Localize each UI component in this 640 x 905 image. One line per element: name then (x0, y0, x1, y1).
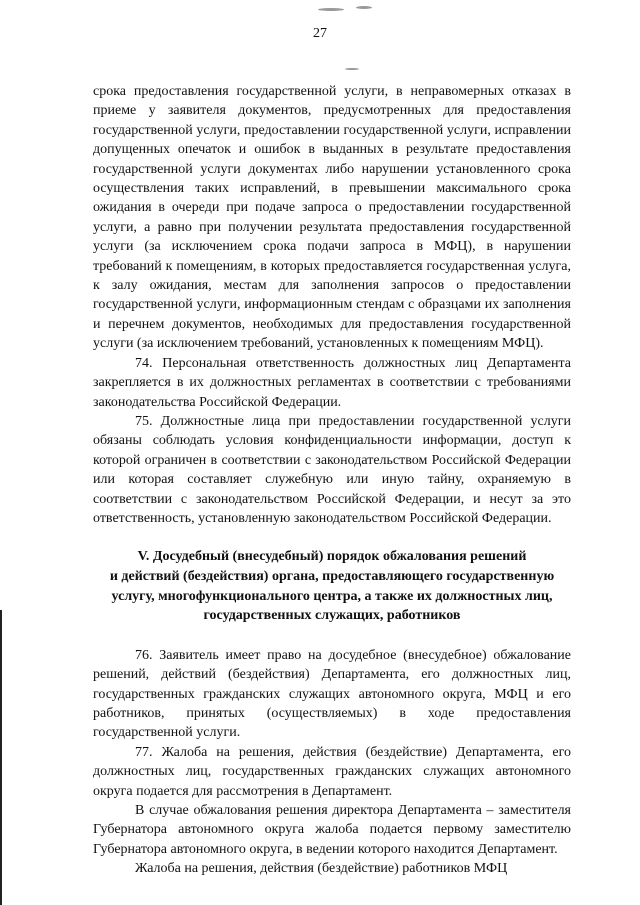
section-heading-line: услугу, многофункционального центра, а также их должностных лиц, (111, 588, 553, 604)
paragraph-77: 77. Жалоба на решения, действия (бездействие) Департамента, его должностных лиц, государственных гражданских служащих автономного округа подается для рассмотрения в Департамент. (93, 744, 571, 799)
paragraph-mfc-complaint: Жалоба на решения, действия (бездействие) работников МФЦ (135, 861, 508, 877)
paragraph-75: 75. Должностные лица при предоставлении государственной услуги обязаны соблюдать условия конфиденциальности информации, доступ к которой ограничен в соответствии с законодательством Российской Федерации или которая составляет служебную или иную тайну, охраняемую в соответствии с законодательством Российской Федерации, и несут за это ответственность, установленную законодательством Российской Федерации. (93, 413, 571, 526)
section-heading (93, 547, 571, 625)
section-heading-line: и действий (бездействия) органа, предоставляющего государственную (109, 568, 555, 584)
page-number: 27 (313, 26, 327, 41)
scan-speck (318, 8, 344, 11)
paragraph-director-complaint: В случае обжалования решения директора Департамента – заместителя Губернатора автономного округа жалоба подается первому заместителю Губернатора автономного округа, в ведении которого находится Департамент. (93, 802, 571, 857)
scan-edge-line (0, 610, 2, 905)
scan-speck (356, 6, 372, 9)
paragraph-76: 76. Заявитель имеет право на досудебное (внесудебное) обжалование решений, действий (бездействия) Департамента, его должностных лиц, государственных гражданских служащих автономного округа, МФЦ и его работников, принятых (осуществляемых) в ходе предоставления государственной услуги. (93, 647, 571, 741)
document-body (93, 82, 571, 879)
section-heading-line: государственных служащих, работников (203, 608, 461, 624)
scan-speck (345, 68, 359, 70)
paragraph-74: 74. Персональная ответственность должностных лиц Департамента закрепляется в их должностных регламентах в соответствии с требованиями законодательства Российской Федерации. (93, 355, 571, 410)
section-heading-line: V. Досудебный (внесудебный) порядок обжалования решений (137, 549, 527, 565)
paragraph-continuation: срока предоставления государственной услуги, в неправомерных отказах в приеме у заявителя документов, предусмотренных для предоставления государственной услуги, предоставлении государственной услуги, исправлении допущенных опечаток и ошибок в выданных в результате предоставления государственной услуги документах либо нарушении установленного срока осуществления таких исправлений, в превышении максимального срока ожидания в очереди при подаче запроса о предоставлении государственной услуги, а равно при получении результата предоставления государственной услуги (за исключением срока подачи запроса в МФЦ), в нарушении требований к помещениям, в которых предоставляется государственная услуга, к залу ожидания, местам для заполнения запросов о предоставлении государственной услуги, информационным стендам с образцами их заполнения и перечнем документов, необходимых для предоставления государственной услуги (за исключением требований, установленных к помещениям МФЦ). (93, 84, 571, 352)
